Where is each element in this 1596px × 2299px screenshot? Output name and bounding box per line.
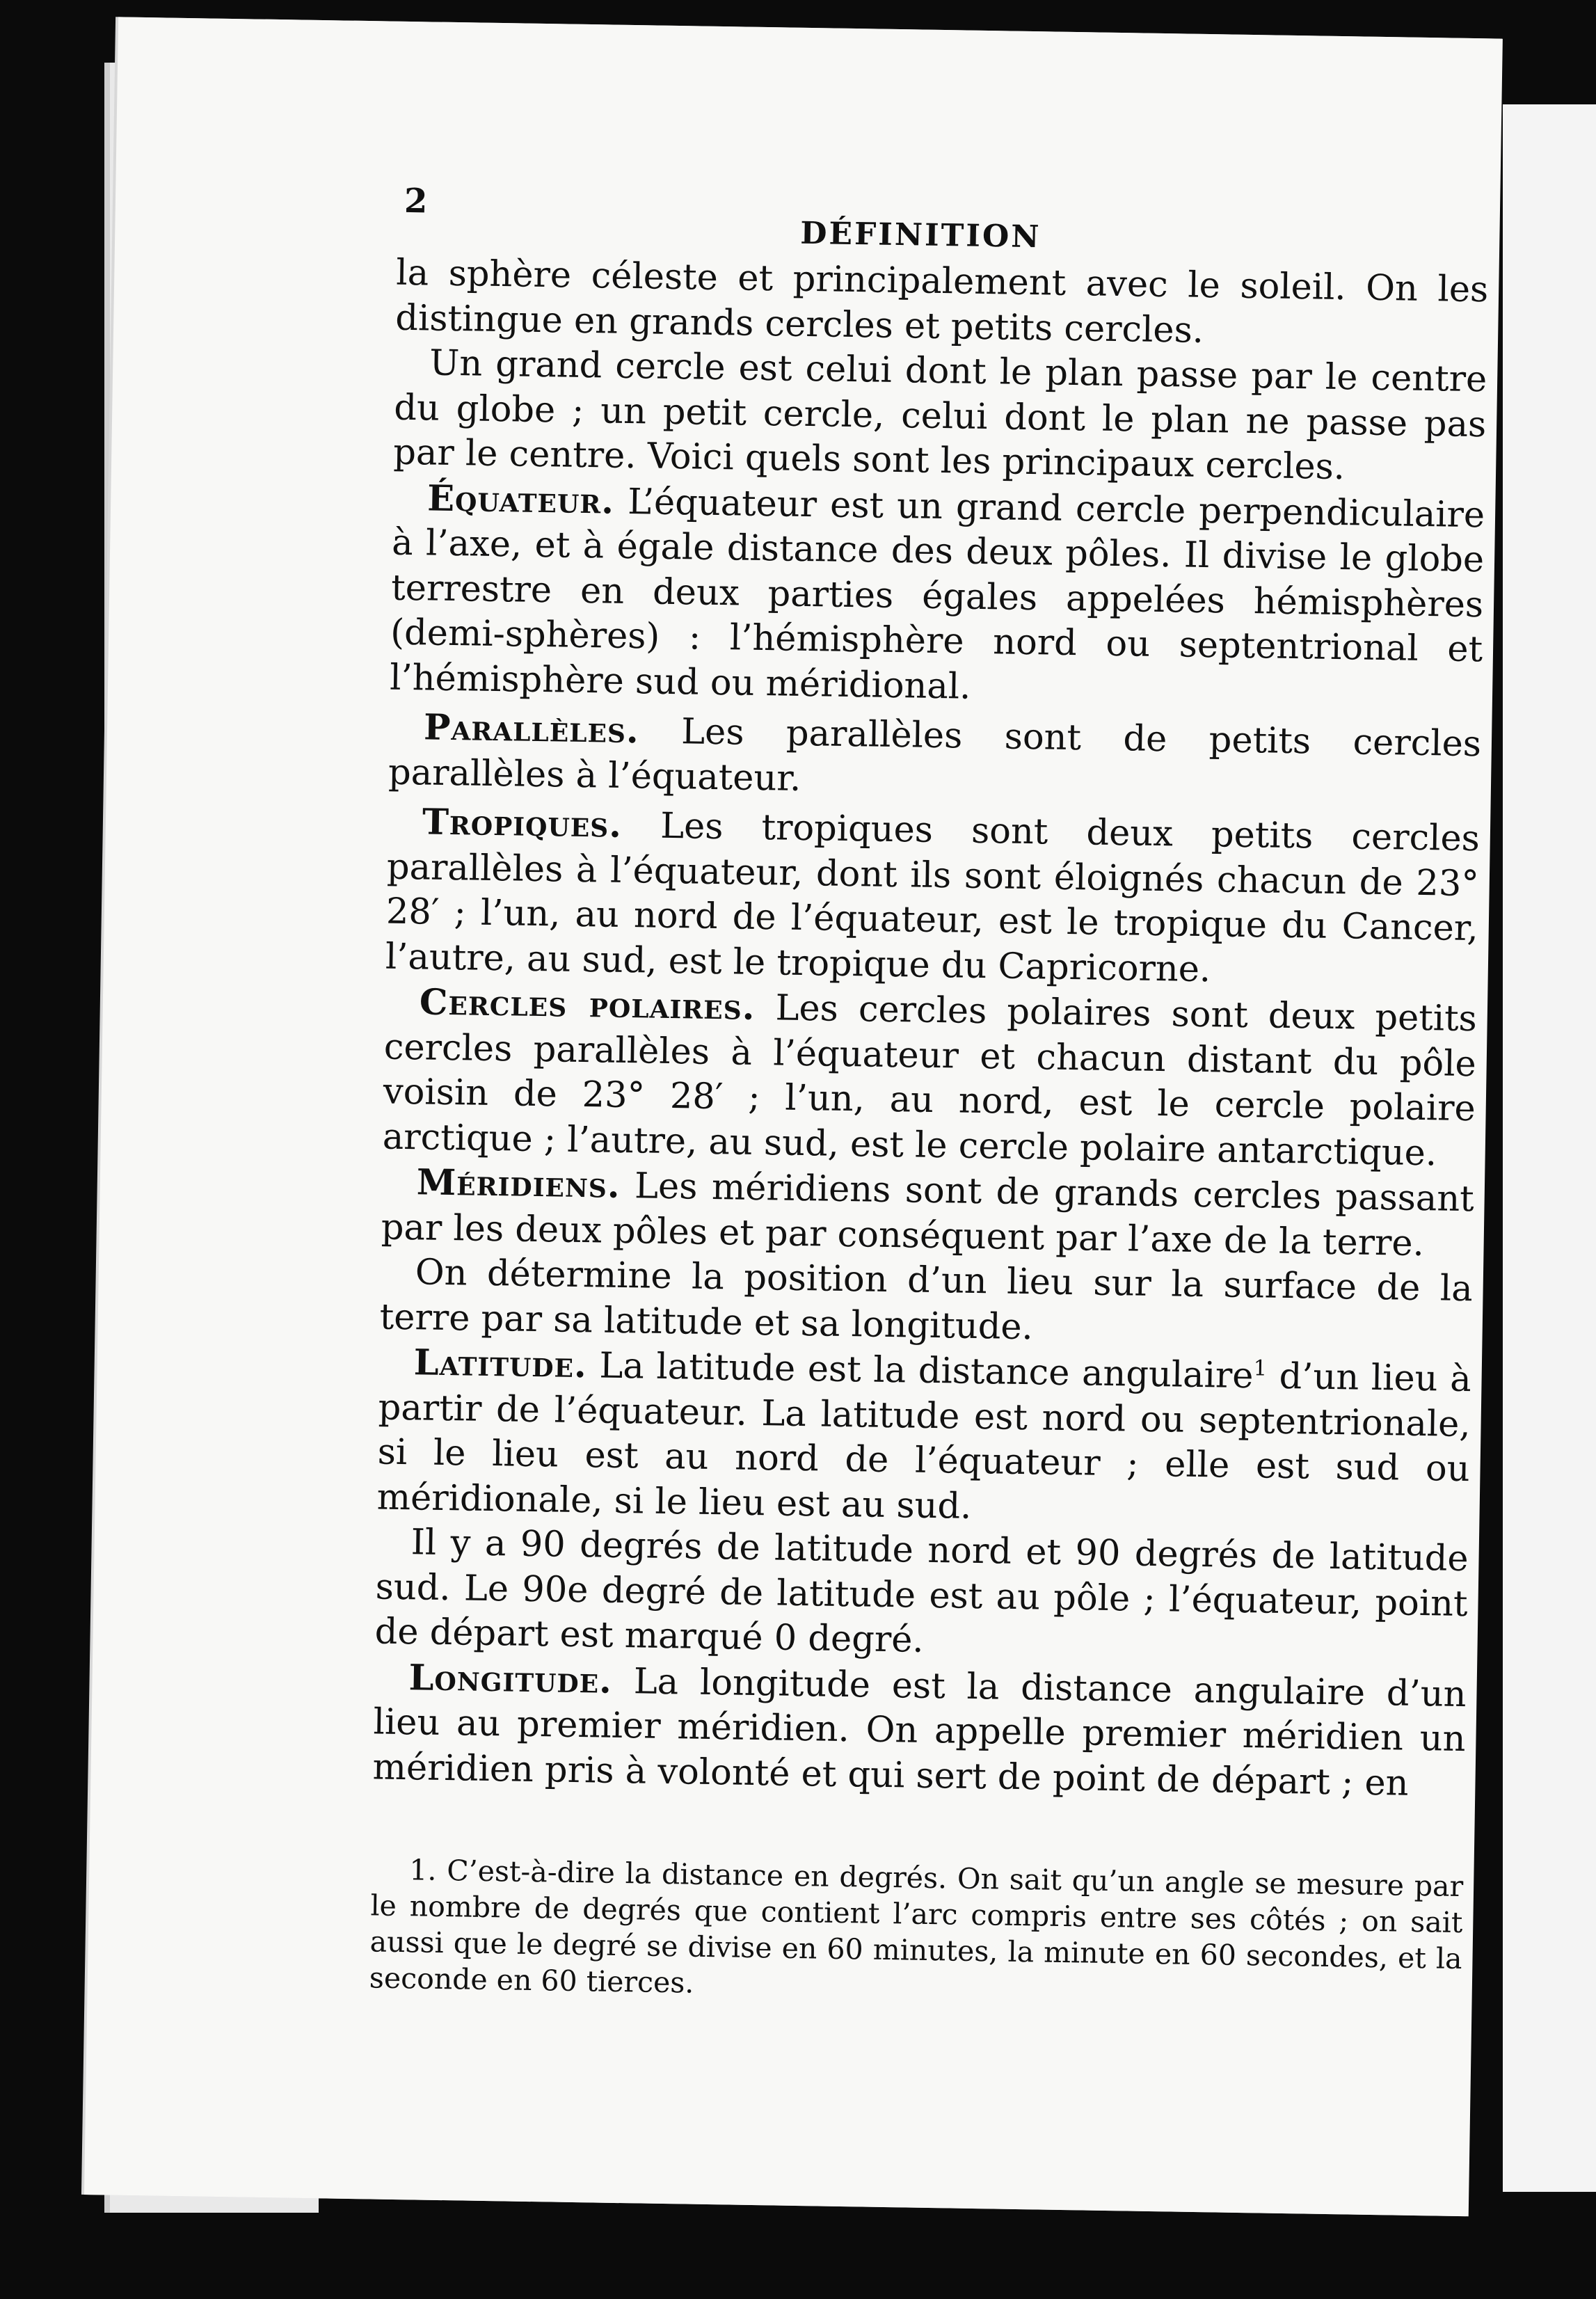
paragraph: Il y a 90 degrés de latitude nord et 90 degrés de latitude sud. Le 90e degré de latitude est au pôle ; l’équateur, point de départ est marqué 0 degré. [374,1522,1469,1661]
footnote: 1. C’est-à-dire la distance en degrés. On sait qu’un angle se mesure par le nombre de degrés que contient l’arc compris entre ses côtés ; on sait aussi que le degré se divise en 60 minutes, la minute en 60 secondes, et la seconde en 60 tierces. [369,1853,1464,2000]
section-heading: Tropiques. [422,801,623,846]
paragraph: la sphère céleste et principalement avec le soleil. On les distingue en grands cercles et petits cercles. [394,252,1489,351]
running-head: DÉFINITION [799,215,1042,255]
footnote-ref: 1 [1253,1356,1268,1381]
paragraph: Méridiens. Les méridiens sont de grands cercles passant par les deux pôles et par conséquent par l’axe de la terre. [381,1161,1475,1264]
body-text [372,251,1489,1807]
paragraph: Latitude. La latitude est la distance angulaire$^1$ d’un lieu à partir de l’équateur. La latitude est nord ou septentrionale, si le lieu est au nord de l’équateur ; elle est sud ou méridionale, si le lieu est au sud. [376,1342,1472,1527]
paragraph: Parallèles. Les parallèles sont de petits cercles parallèles à l’équateur. [388,706,1482,800]
section-heading: Équateur. [426,477,615,523]
section-heading: Parallèles. [423,706,640,752]
section-heading: Méridiens. [416,1161,621,1207]
section-heading: Latitude. [413,1342,588,1387]
paragraph: Longitude. La longitude est la distance angulaire d’un lieu au premier méridien. On appelle premier méridien un méridien pris à volonté et qui sert de point de départ ; en [372,1656,1467,1804]
next-page-edge [1503,104,1596,2192]
paragraph: Tropiques. Les tropiques sont deux petits cercles parallèles à l’équateur, dont ils sont éloignés chacun de 23° 28′ ; l’un, au nord de l’équateur, est le tropique du Cancer, l’autre, au sud, est le tropique du Capricorne. [385,801,1481,990]
paragraph: On détermine la position d’un lieu sur la surface de la terre par sa latitude et sa longitude. [379,1252,1474,1348]
section-heading: Cercles polaires. [419,981,756,1028]
footnotes [369,1851,1463,2013]
book-page [84,17,1503,2216]
page-number: 2 [404,181,428,221]
paragraph: Équateur. L’équateur est un grand cercle perpendiculaire à l’axe, et à égale distance des deux pôles. Il divise le globe terrestre en deux parties égales appelées hémisphères (demi-sphères) : l’hémisphère nord ou septentrional et l’hémisphère sud ou méridional. [389,477,1485,708]
paragraph: Un grand cercle est celui dont le plan passe par le centre du globe ; un petit cercle, celui dont le plan ne passe pas par le centre. Voici quels sont les principaux cercles. [392,342,1487,488]
section-heading: Longitude. [408,1656,613,1702]
paragraph: Cercles polaires. Les cercles polaires sont deux petits cercles parallèles à l’équateur et chacun distant du pôle voisin de 23° 28′ ; l’un, au nord, est le cercle polaire arctique ; l’autre, au sud, est le cercle polaire antarctique. [382,981,1478,1174]
